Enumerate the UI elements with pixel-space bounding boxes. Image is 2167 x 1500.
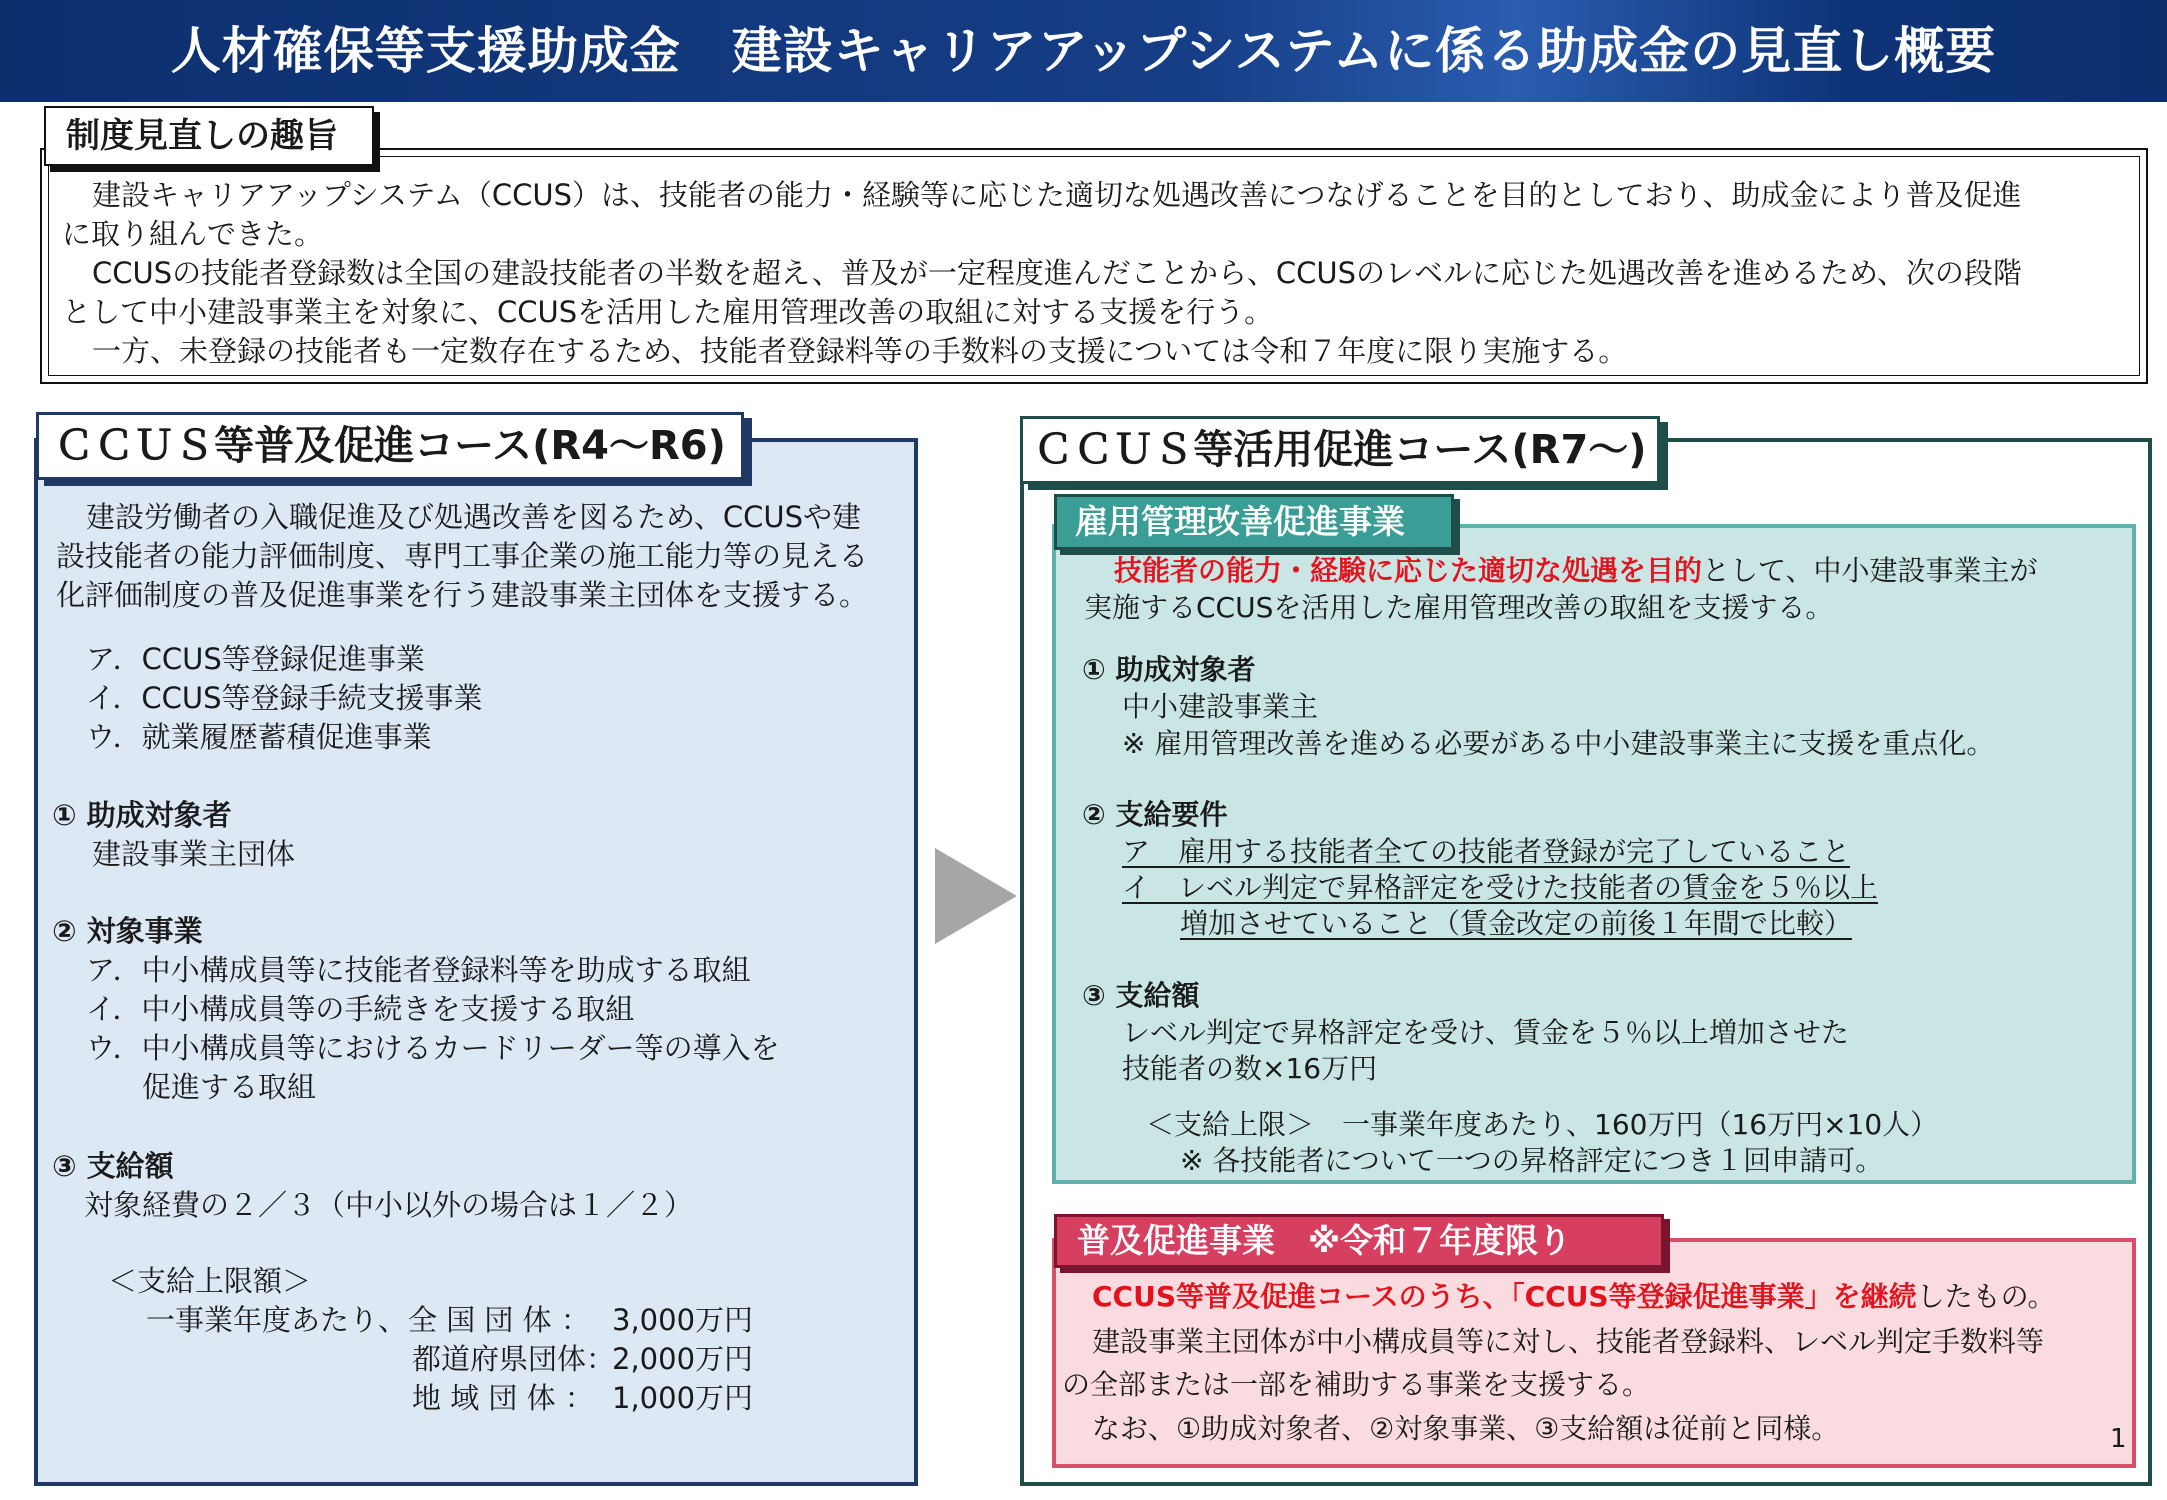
pink-line-1: [1092, 1278, 2056, 1315]
teal-s2-heading: ② 支給要件: [1082, 798, 1228, 831]
left-limit-regional-label: 地 域 団 体 ：: [412, 1381, 594, 1415]
pink-line-4: なお、①助成対象者、②対象事業、③支給額は従前と同様。: [1092, 1412, 1840, 1445]
right-course-title: ＣＣＵＳ等活用促進コース(R7～): [1033, 427, 1647, 473]
teal-intro-rest: として、中小建設事業主が: [1702, 554, 2038, 587]
page-number: 1: [2110, 1424, 2127, 1454]
transition-arrow-icon: [935, 848, 1017, 944]
left-s2-heading: ② 対象事業: [52, 914, 203, 948]
teal-s3-body-1: レベル判定で昇格評定を受け、賃金を５％以上増加させた: [1122, 1016, 1849, 1049]
left-limit-label: ＜支給上限額＞: [108, 1264, 312, 1298]
employment-improvement-title: 雇用管理改善促進事業: [1075, 502, 1405, 541]
left-course-title: ＣＣＵＳ等普及促進コース(R4～R6): [54, 423, 726, 469]
left-s2-item-3-cont: 促進する取組: [142, 1070, 317, 1104]
teal-s3-heading: ③ 支給額: [1082, 979, 1200, 1012]
purpose-line-4: として中小建設事業主を対象に、CCUSを活用した雇用管理改善の取組に対する支援を行う。: [62, 295, 1274, 329]
left-s1-heading: ① 助成対象者: [52, 798, 232, 832]
purpose-line-2: に取り組んできた。: [62, 217, 324, 251]
left-program-1: ア．CCUS等登録促進事業: [86, 642, 425, 676]
pink-line-1-rest: したもの。: [1916, 1280, 2056, 1313]
pink-line-3: の全部または一部を補助する事業を支援する。: [1062, 1368, 1651, 1401]
teal-s3-body-2: 技能者の数×16万円: [1122, 1052, 1378, 1085]
left-program-2: イ．CCUS等登録手続支援事業: [86, 681, 483, 715]
pink-line-2: 建設事業主団体が中小構成員等に対し、技能者登録料、レベル判定手数料等: [1092, 1325, 2045, 1358]
left-limit-prefix: 一事業年度あたり、: [146, 1303, 408, 1337]
teal-s1-heading: ① 助成対象者: [1082, 653, 1256, 686]
left-limit-prefecture-label: 都道府県団体：: [412, 1342, 616, 1376]
left-limit-national-amount: 3,000万円: [612, 1303, 754, 1337]
promotion-project-tab: [1054, 1214, 1664, 1268]
teal-s2-requirement-b-cont: 増加させていること（賃金改定の前後１年間で比較）: [1180, 907, 1853, 940]
purpose-line-3: CCUSの技能者登録数は全国の建設技能者の半数を超え、普及が一定程度進んだことから、CCUSのレベルに応じた処遇改善を進めるため、次の段階: [92, 256, 2022, 290]
purpose-line-1: 建設キャリアアップシステム（CCUS）は、技能者の能力・経験等に応じた適切な処遇改善につなげることを目的としており、助成金により普及促進: [92, 178, 2022, 212]
teal-intro-line-1: [1114, 552, 2037, 589]
promotion-project-title: 普及促進事業 ※令和７年度限り: [1077, 1221, 1572, 1260]
left-intro-1: 建設労働者の入職促進及び処遇改善を図るため、CCUSや建: [86, 500, 861, 534]
teal-limit: ＜支給上限＞ 一事業年度あたり、160万円（16万円×10人）: [1146, 1108, 1939, 1141]
left-s3-body: 対象経費の２／３（中小以外の場合は１／２）: [84, 1188, 694, 1222]
left-limit-regional-amount: 1,000万円: [612, 1381, 754, 1415]
left-s1-body: 建設事業主団体: [92, 837, 296, 871]
teal-s1-note: ※ 雇用管理改善を進める必要がある中小建設事業主に支援を重点化。: [1122, 727, 1995, 760]
teal-intro-line-2: 実施するCCUSを活用した雇用管理改善の取組を支援する。: [1084, 591, 1834, 624]
pink-line-1-emphasis: CCUS等普及促進コースのうち、「CCUS等登録促進事業」を継続: [1092, 1280, 1917, 1313]
left-intro-3: 化評価制度の普及促進事業を行う建設事業主団体を支援する。: [56, 578, 869, 612]
left-s2-item-3: ウ．中小構成員等におけるカードリーダー等の導入を: [86, 1031, 780, 1065]
left-course-tab: [36, 412, 744, 480]
purpose-tab: [44, 106, 374, 166]
left-s2-item-1: ア．中小構成員等に技能者登録料等を助成する取組: [86, 953, 751, 987]
page-title: 人材確保等支援助成金 建設キャリアアップシステムに係る助成金の見直し概要: [170, 22, 1997, 80]
teal-s2-requirement-a: ア 雇用する技能者全ての技能者登録が完了していること: [1122, 835, 1851, 868]
left-limit-national-label: 全 国 団 体 ：: [408, 1303, 590, 1337]
left-limit-prefecture-amount: 2,000万円: [612, 1342, 754, 1376]
left-intro-2: 設技能者の能力評価制度、専門工事企業の施工能力等の見える: [56, 539, 869, 573]
employment-improvement-tab: [1054, 494, 1454, 550]
teal-s2-requirement-b: イ レベル判定で昇格評定を受けた技能者の賃金を５％以上: [1122, 871, 1879, 904]
teal-intro-emphasis: 技能者の能力・経験に応じた適切な処遇を目的: [1114, 554, 1703, 587]
left-s3-heading: ③ 支給額: [52, 1149, 174, 1183]
teal-s1-body: 中小建設事業主: [1122, 690, 1319, 723]
purpose-tab-label: 制度見直しの趣旨: [66, 116, 338, 156]
right-course-tab: [1020, 416, 1660, 484]
teal-limit-note: ※ 各技能者について一つの昇格評定につき１回申請可。: [1180, 1144, 1884, 1177]
purpose-line-5: 一方、未登録の技能者も一定数存在するため、技能者登録料等の手数料の支援については令和７年度に限り実施する。: [92, 334, 1628, 368]
left-program-3: ウ．就業履歴蓄積促進事業: [86, 720, 432, 754]
left-s2-item-2: イ．中小構成員等の手続きを支援する取組: [86, 992, 635, 1026]
